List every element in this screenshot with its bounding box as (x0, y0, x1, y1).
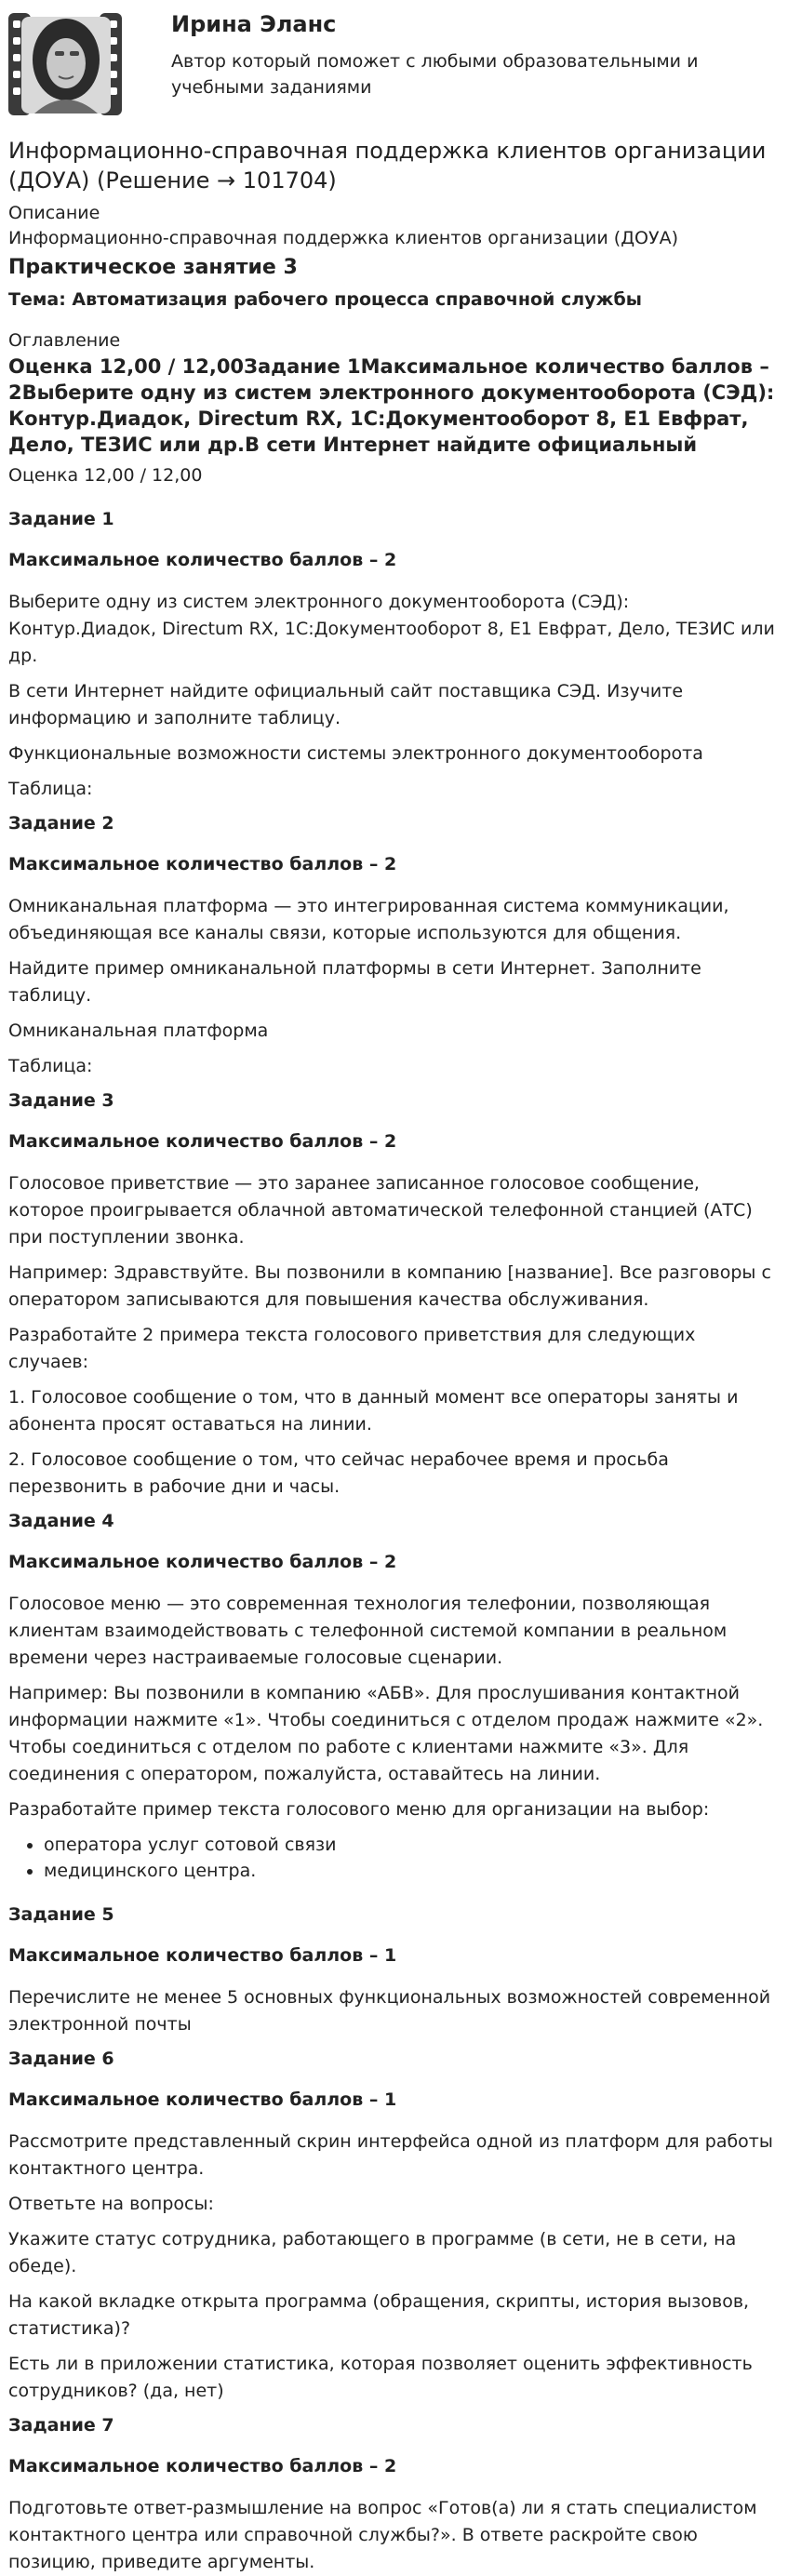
task-title: Задание 4 (8, 1511, 114, 1531)
lesson-title: Практическое занятие 3 (8, 256, 298, 279)
task-max-score: Максимальное количество баллов – 2 (8, 550, 397, 570)
author-name[interactable]: Ирина Эланс (171, 11, 337, 37)
task-paragraph: Найдите пример омниканальной платформы в сети Интернет. Заполните таблицу. (8, 958, 701, 1006)
lesson-topic: Тема: Автоматизация рабочего процесса справочной службы (8, 289, 642, 310)
author-avatar[interactable] (8, 7, 122, 121)
document-body (0, 136, 788, 2576)
task-paragraph: Рассмотрите представленный скрин интерфейса одной из платформ для работы контактного центра. (8, 2131, 773, 2179)
task-paragraph: Перечислите не менее 5 основных функциональных возможностей современной электронной почты (8, 1987, 771, 2035)
task-paragraph: Есть ли в приложении статистика, которая позволяет оценить эффективность сотрудников? (да, нет) (8, 2354, 753, 2401)
task-max-score: Максимальное количество баллов – 2 (8, 1131, 397, 1152)
task-paragraph: Ответьте на вопросы: (8, 2194, 214, 2214)
description-text: Информационно-справочная поддержка клиентов организации (ДОУА) (8, 228, 678, 248)
task-4 (8, 1509, 780, 1884)
task-3 (8, 1088, 780, 1501)
task-paragraph: На какой вкладке открыта программа (обращения, скрипты, история вызовов, статистика)? (8, 2291, 750, 2339)
task-max-score: Максимальное количество баллов – 2 (8, 854, 397, 874)
document-title: Информационно-справочная поддержка клиентов организации (ДОУА) (Решение → 101704) (8, 138, 767, 194)
task-paragraph: Подготовьте ответ-размышление на вопрос «Готов(а) ли я стать специалистом контактного центра или справочной службы?». В ответе раскройте свою позицию, приведите аргументы. (8, 2498, 757, 2572)
task-title: Задание 7 (8, 2415, 114, 2436)
task-paragraph: Омниканальная платформа (8, 1021, 269, 1041)
task-paragraph: Например: Здравствуйте. Вы позвонили в компанию [название]. Все разговоры с оператором записываются для повышения качества обслуживания. (8, 1262, 771, 1310)
author-description: Автор который поможет с любыми образовательными и учебными заданиями (171, 51, 699, 98)
task-paragraph: Голосовое меню — это современная технология телефонии, позволяющая клиентам взаимодействовать с телефонной системой компании в реальном времени через настраиваемые голосовые сценарии. (8, 1594, 728, 1668)
task-paragraph: Разработайте пример текста голосового меню для организации на выбор: (8, 1799, 710, 1820)
task-max-score: Максимальное количество баллов – 2 (8, 1552, 397, 1572)
task-paragraph: Например: Вы позвонили в компанию «АБВ». Для прослушивания контактной информации нажмите «1». Чтобы соединиться с отделом продаж нажмите «2». Чтобы соединиться с отделом по работе с клиентами нажмите «3». Для соединения с оператором, пожалуйста, оставайтесь на линии. (8, 1683, 764, 1784)
task-paragraph: Разработайте 2 примера текста голосового приветствия для следующих случаев: (8, 1325, 696, 1372)
list-item: • медицинского центра. (44, 1858, 780, 1884)
task-2 (8, 811, 780, 1080)
task-title: Задание 1 (8, 509, 114, 529)
task-paragraph: Омниканальная платформа — это интегрированная система коммуникации, объединяющая все каналы связи, которые используются для общения. (8, 896, 729, 943)
task-title: Задание 6 (8, 2049, 114, 2069)
task-paragraph: В сети Интернет найдите официальный сайт поставщика СЭД. Изучите информацию и заполните таблицу. (8, 681, 684, 728)
task-paragraph: 2. Голосовое сообщение о том, что сейчас нерабочее время и просьба перезвонить в рабочие дни и часы. (8, 1449, 669, 1497)
task-5 (8, 1902, 780, 2038)
task-max-score: Максимальное количество баллов – 1 (8, 1945, 397, 1966)
task-paragraph: Укажите статус сотрудника, работающего в программе (в сети, не в сети, на обеде). (8, 2229, 737, 2276)
task-max-score: Максимальное количество баллов – 2 (8, 2456, 397, 2476)
score-text: Оценка 12,00 / 12,00 (8, 465, 203, 486)
description-label: Описание (8, 203, 100, 223)
task-title: Задание 5 (8, 1904, 114, 1925)
task-max-score: Максимальное количество баллов – 1 (8, 2089, 397, 2110)
task-6 (8, 2047, 780, 2405)
author-card (0, 0, 788, 130)
task-title: Задание 3 (8, 1090, 114, 1111)
task-paragraph: Выберите одну из систем электронного документооборота (СЭД): Контур.Диадок, Directum RX, 1С:Документооборот 8, Е1 Евфрат, Дело, ТЕЗИС или др. (8, 592, 775, 666)
task-7 (8, 2413, 780, 2576)
task-paragraph: 1. Голосовое сообщение о том, что в данный момент все операторы заняты и абонента просят оставаться на линии. (8, 1387, 739, 1435)
list-item: • оператора услуг сотовой связи (44, 1832, 780, 1858)
toc-label: Оглавление (8, 330, 121, 351)
task-paragraph: Таблица: (8, 1056, 93, 1076)
task-bullet-list (8, 1832, 780, 1884)
toc-text: Оценка 12,00 / 12,00Задание 1Максимальное количество баллов – 2Выберите одну из систем электронного документооборота (СЭД): Контур.Диадок, Directum RX, 1С:Документооборот 8, Е1 Евфрат, Дело, ТЕЗИС или др.В сети Интернет найдите официальный (8, 355, 775, 456)
task-paragraph: Функциональные возможности системы электронного документооборота (8, 743, 703, 764)
task-paragraph: Голосовое приветствие — это заранее записанное голосовое сообщение, которое проигрывается облачной автоматической телефонной станцией (АТС) при поступлении звонка. (8, 1173, 753, 1248)
task-paragraph: Таблица: (8, 779, 93, 799)
task-1 (8, 507, 780, 803)
task-title: Задание 2 (8, 813, 114, 834)
